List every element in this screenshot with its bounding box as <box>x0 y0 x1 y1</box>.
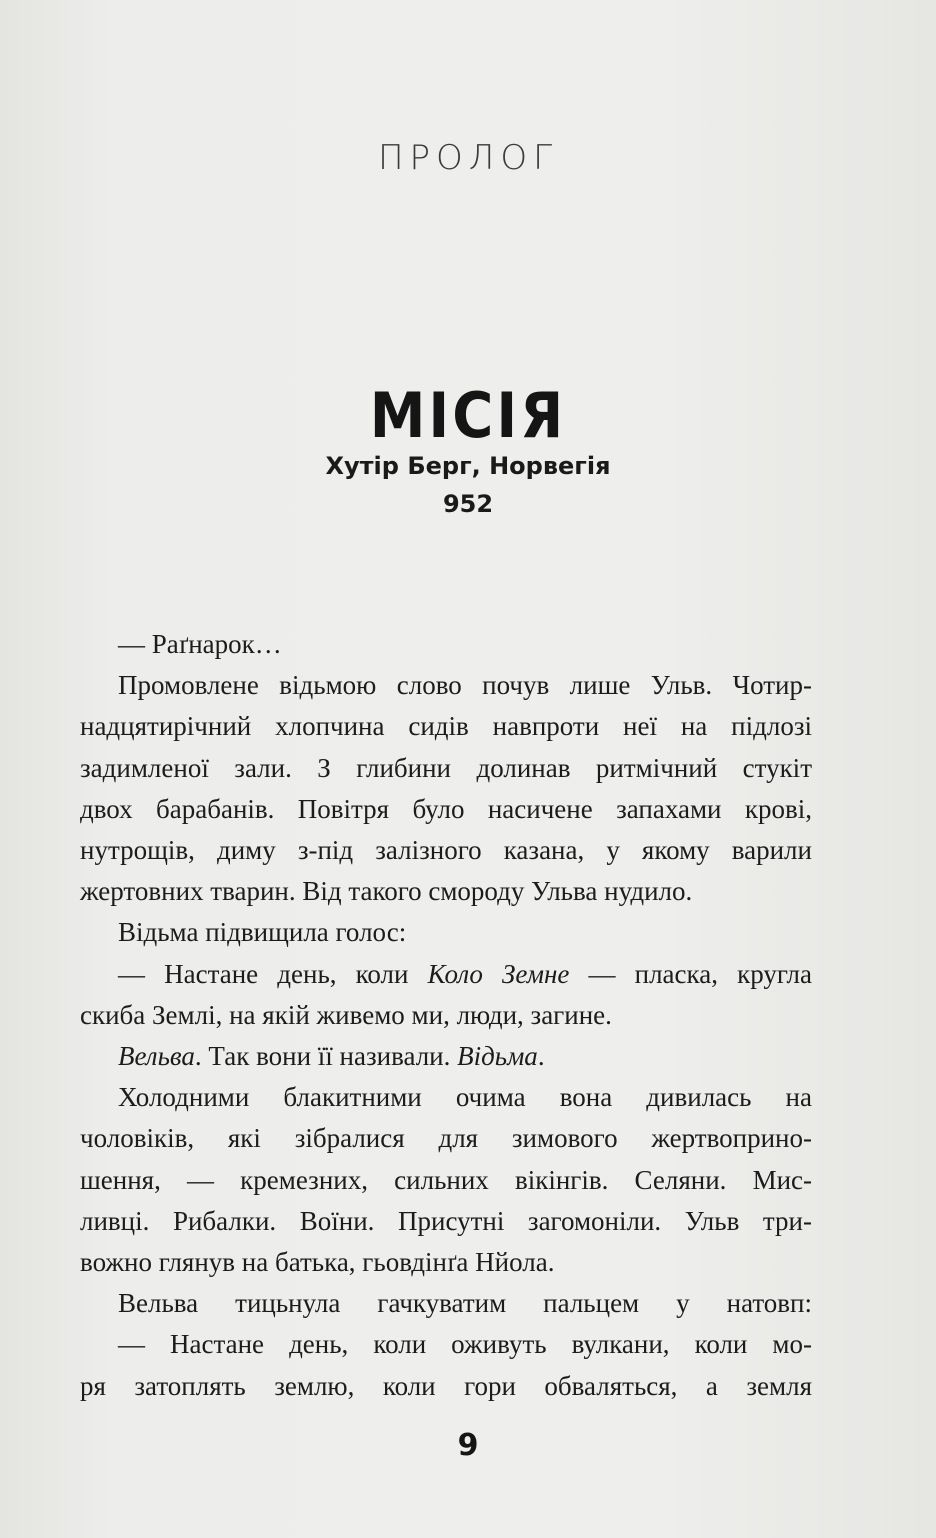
page-number: 9 <box>457 1428 479 1463</box>
text-line: Вельва тицьнула гачкуватим пальцем у натовп: <box>118 1288 812 1319</box>
chapter-year: 952 <box>442 490 494 518</box>
italic-term: Вельва <box>118 1041 195 1072</box>
text-line: ливці. Рибалки. Воїни. Присутні загомоніли. Ульв три- <box>80 1205 812 1236</box>
text-line: чоловіків, які зібралися для зимового жертвоприно- <box>80 1123 812 1154</box>
text-line: двох барабанів. Повітря було насичене запахами крові, <box>80 793 812 824</box>
text-line: скиба Землі, на якій живемо ми, люди, загине. <box>80 999 612 1030</box>
text-line: жертовних тварин. Від такого смороду Ульва нудило. <box>80 876 693 907</box>
text-line: Холодними блакитними очима вона дивилась на <box>118 1082 812 1113</box>
chapter-title: МІСІЯ <box>369 380 567 453</box>
text-line-mixed: Вельва. Так вони її називали. Відьма. <box>118 1041 545 1072</box>
text-line: — Раґнарок… <box>118 629 282 659</box>
body-text <box>80 624 813 1407</box>
text-line-mixed: — Настане день, коли Коло Земне — пласка, кругла <box>118 958 813 989</box>
text-line: вожно глянув на батька, гьовдінґа Нйола. <box>80 1247 555 1278</box>
italic-term: Коло Земне <box>427 958 570 989</box>
text-line: — Настане день, коли оживуть вулкани, коли мо- <box>118 1329 812 1360</box>
text-line: нутрощів, диму з-під залізного казана, у якому варили <box>80 835 812 866</box>
text-line: ря затоплять землю, коли гори обваляться, а земля <box>80 1370 812 1401</box>
chapter-place: Хутір Берг, Норвегія <box>325 452 611 480</box>
text-line: шення, — кремезних, сильних вікінгів. Селяни. Мис- <box>80 1164 812 1195</box>
prologue-heading: ПРОЛОГ <box>377 138 559 178</box>
text-line: надцятирічний хлопчина сидів навпроти неї на підлозі <box>80 711 812 742</box>
text-line: Відьма підвищила голос: <box>118 917 407 948</box>
text-line: Промовлене відьмою слово почув лише Ульв. Чотир- <box>118 670 812 701</box>
italic-term: Відьма <box>457 1041 538 1072</box>
text-line: задимленої зали. З глибини долинав ритмічний стукіт <box>80 752 812 783</box>
